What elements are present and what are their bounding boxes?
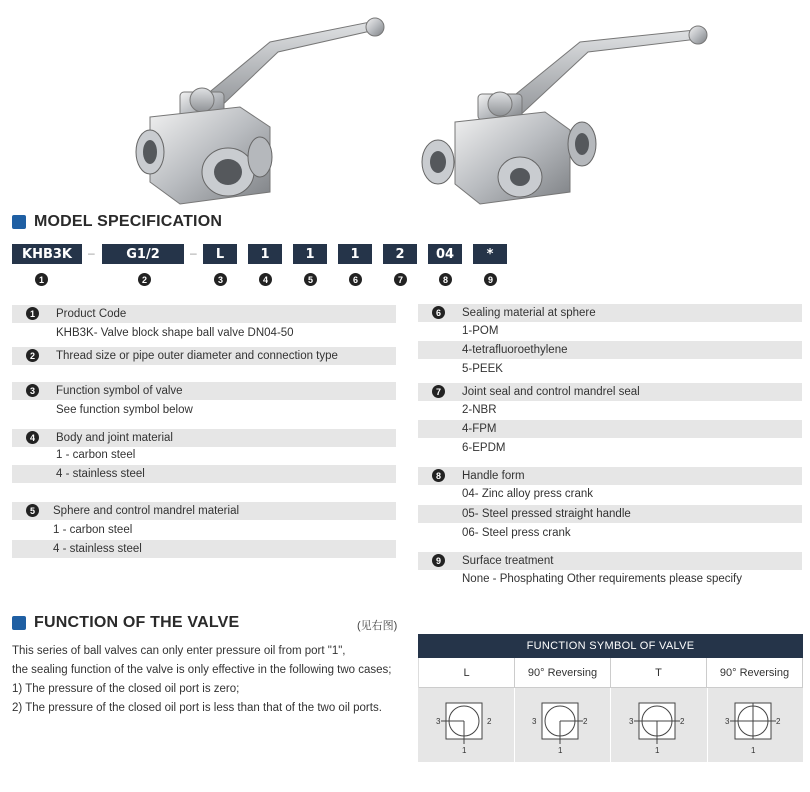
code-number-3: 3 [214, 273, 227, 286]
spec-line-text: See function symbol below [56, 404, 193, 416]
code-dash: – [190, 246, 197, 260]
code-number-2: 2 [138, 273, 151, 286]
spec-line-text: None - Phosphating Other requirements please specify [462, 573, 742, 585]
spec-line [418, 360, 802, 378]
spec-title: Handle form [462, 470, 525, 482]
code-part-2: G1/2 [102, 244, 184, 264]
model-spec-title: MODEL SPECIFICATION [34, 213, 223, 230]
spec-line [418, 439, 802, 457]
spec-line [12, 446, 396, 464]
svg-text:2: 2 [776, 717, 781, 726]
function-heading [12, 614, 239, 632]
spec-line [12, 324, 396, 342]
spec-title: Function symbol of valve [56, 385, 183, 397]
spec-badge: 2 [26, 349, 39, 362]
svg-text:3: 3 [435, 717, 441, 726]
spec-line [418, 341, 802, 359]
code-part-4: 1 [248, 244, 282, 264]
code-number-9: 9 [484, 273, 497, 286]
code-number-5: 5 [304, 273, 317, 286]
spec-title: Thread size or pipe outer diameter and connection type [56, 350, 338, 362]
function-symbol-table [418, 634, 803, 762]
spec-line [418, 485, 802, 503]
spec-title: Sphere and control mandrel material [53, 505, 240, 517]
valve-symbol-l [418, 688, 515, 762]
svg-text:1: 1 [558, 746, 563, 755]
function-title: FUNCTION OF THE VALVE [34, 614, 240, 631]
code-part-8: 04 [428, 244, 462, 264]
code-number-7: 7 [394, 273, 407, 286]
spec-title-row [418, 383, 802, 401]
spec-line-text: 6-EPDM [462, 442, 506, 454]
spec-badge: 3 [26, 384, 39, 397]
code-number-8: 8 [439, 273, 452, 286]
spec-title: Product Code [56, 308, 127, 320]
column-t: T [611, 658, 707, 688]
spec-title: Surface treatment [462, 555, 554, 567]
model-code-row [12, 244, 532, 266]
code-part-5: 1 [293, 244, 327, 264]
svg-text:1: 1 [461, 746, 467, 755]
spec-title: Sealing material at sphere [462, 307, 596, 319]
svg-text:2: 2 [486, 717, 492, 726]
spec-line-text: 05- Steel pressed straight handle [462, 508, 631, 520]
spec-line [418, 505, 802, 523]
spec-badge: 6 [432, 306, 445, 319]
spec-badge: 9 [432, 554, 445, 567]
spec-title-row [418, 467, 802, 485]
spec-title-row [12, 502, 396, 520]
valve-symbol-t [611, 688, 708, 762]
function-text-line: the sealing function of the valve is only effective in the following two cases; [12, 664, 392, 676]
svg-text:2: 2 [679, 717, 685, 726]
svg-text:1: 1 [751, 746, 756, 755]
code-dash: – [88, 246, 95, 260]
spec-line-text: 4-FPM [462, 423, 497, 435]
code-part-1: KHB3K [12, 244, 82, 264]
code-part-7: 2 [383, 244, 417, 264]
function-text-line: 2) The pressure of the closed oil port is less than that of the two oil ports. [12, 702, 382, 714]
spec-line [418, 524, 802, 542]
spec-line-text: 1-POM [462, 325, 499, 337]
function-table-header: FUNCTION SYMBOL OF VALVE [418, 634, 803, 658]
spec-line-text: 1 - carbon steel [53, 524, 133, 536]
column-90-reversing: 90° Reversing [515, 658, 611, 688]
ball-valve-image-left [120, 12, 400, 212]
function-table-symbols [418, 688, 803, 762]
svg-text:2: 2 [583, 717, 588, 726]
spec-line-text: 1 - carbon steel [56, 449, 136, 461]
function-text-line: This series of ball valves can only enter pressure oil from port "1", [12, 645, 346, 657]
spec-line [418, 570, 802, 588]
ball-valve-image-right [410, 12, 710, 212]
code-part-6: 1 [338, 244, 372, 264]
spec-badge: 1 [26, 307, 39, 320]
spec-line-text: 04- Zinc alloy press crank [462, 488, 594, 500]
spec-line [12, 465, 396, 483]
spec-title-row [418, 304, 802, 322]
column-l: L [419, 658, 515, 688]
function-table-columns [418, 658, 803, 688]
spec-line-text: KHB3K- Valve block shape ball valve DN04-50 [56, 327, 294, 339]
spec-title-row [12, 429, 396, 447]
spec-title: Body and joint material [56, 432, 173, 444]
heading-square-icon [12, 215, 26, 229]
svg-text:1: 1 [654, 746, 660, 755]
spec-line-text: 5-PEEK [462, 363, 503, 375]
code-part-9: * [473, 244, 507, 264]
code-number-1: 1 [35, 273, 48, 286]
spec-line [12, 540, 396, 558]
svg-text:3: 3 [532, 717, 537, 726]
spec-badge: 7 [432, 385, 445, 398]
valve-symbol-90-reversing-2 [708, 688, 804, 762]
spec-title-row [12, 382, 396, 400]
spec-title-row [12, 305, 396, 323]
spec-line [418, 401, 802, 419]
model-spec-heading [12, 213, 222, 231]
column-90-reversing-2: 90° Reversing [707, 658, 803, 688]
spec-line [418, 420, 802, 438]
svg-text:3: 3 [628, 717, 634, 726]
svg-text:3: 3 [725, 717, 730, 726]
spec-line-text: 06- Steel press crank [462, 527, 571, 539]
function-note: (见右图) [357, 620, 398, 632]
spec-line-text: 4 - stainless steel [56, 468, 145, 480]
spec-title-row [12, 347, 396, 365]
spec-line-text: 2-NBR [462, 404, 497, 416]
spec-title-row [418, 552, 802, 570]
spec-line [12, 521, 396, 539]
spec-line-text: 4-tetrafluoroethylene [462, 344, 568, 356]
code-part-3: L [203, 244, 237, 264]
spec-badge: 4 [26, 431, 39, 444]
spec-badge: 5 [26, 504, 39, 517]
spec-line [12, 401, 396, 419]
valve-symbol-90-reversing [515, 688, 612, 762]
code-number-4: 4 [259, 273, 272, 286]
spec-badge: 8 [432, 469, 445, 482]
spec-title: Joint seal and control mandrel seal [462, 386, 640, 398]
spec-line-text: 4 - stainless steel [53, 543, 142, 555]
code-number-6: 6 [349, 273, 362, 286]
spec-line [418, 322, 802, 340]
function-text-line: 1) The pressure of the closed oil port is zero; [12, 683, 240, 695]
heading-square-icon [12, 616, 26, 630]
